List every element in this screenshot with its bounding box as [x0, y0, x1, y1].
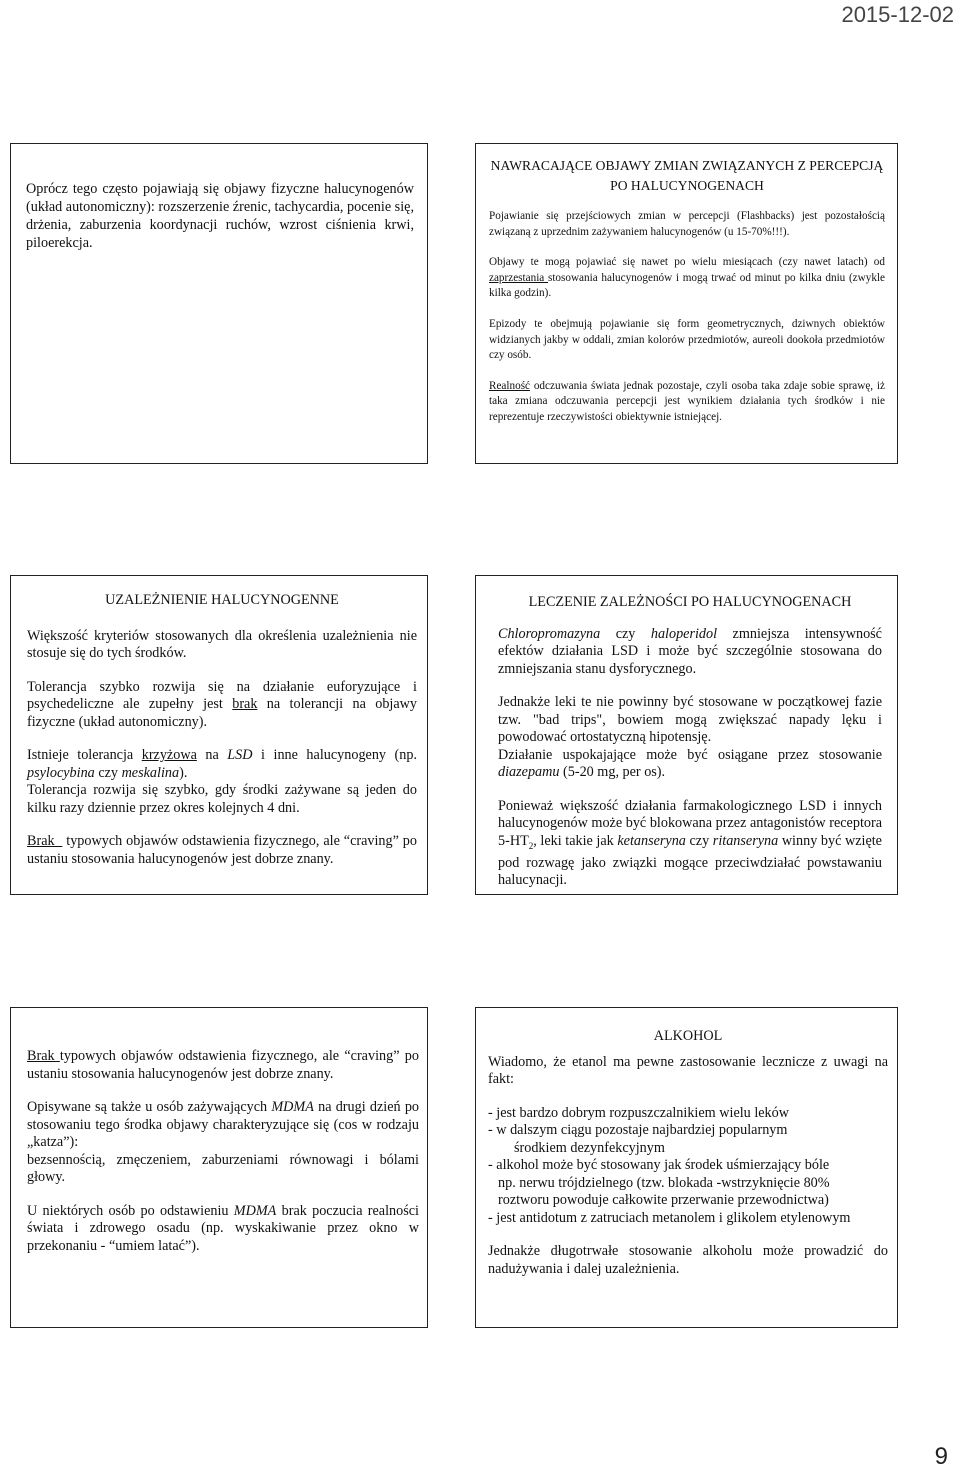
slide4-paragraph-2: Jednakże leki te nie powinny być stosowane w początkowej fazie tzw. "bad trips", bowiem mogą zwiększać napady lęku i powodować ortostatyczną hipotensję. [498, 694, 882, 745]
page-number: 9 [934, 1443, 948, 1470]
slide5-paragraph-1: Brak typowych objawów odstawienia fizycznego, ale “craving” po ustaniu stosowania halucynogenów jest dobrze znany. [27, 1048, 419, 1082]
slide3-title: UZALEŻNIENIE HALUCYNOGENNE [105, 592, 339, 608]
slide3-paragraph-4: Tolerancja rozwija się szybko, gdy środki zażywane są jeden do kilku razy dziennie przez okres kolejnych 4 dni. [27, 782, 417, 816]
list-item: - jest bardzo dobrym rozpuszczalnikiem wielu leków [488, 1104, 789, 1121]
slide-alcohol [475, 1007, 898, 1328]
slide6-outro: Jednakże długotrwałe stosowanie alkoholu może prowadzić do nadużywania i dalej uzależnienia. [488, 1243, 888, 1277]
list-item: roztworu powoduje całkowite przerwanie przewodnictwa) [498, 1192, 829, 1208]
slide2-paragraph-4: Realność odczuwania świata jednak pozostaje, czyli osoba taka zdaje sobie sprawę, iż taka zmiana odczuwania percepcji jest wynikiem działania tych środków i nie reprezentuje rzeczywistości obiektywnie istniejącej. [489, 379, 885, 423]
list-item: - w dalszym ciągu pozostaje najbardziej popularnym [488, 1122, 788, 1138]
slide3-paragraph-1: Większość kryteriów stosowanych dla określenia uzależnienia nie stosuje się do tych środków. [27, 627, 417, 661]
list-item: np. nerwu trójdzielnego (tzw. blokada -wstrzyknięcie 80% [498, 1174, 830, 1191]
slide5-paragraph-3: U niektórych osób po odstawieniu MDMA brak poczucia realności świata i zdrowego osadu (np. wyskakiwanie przez okno w przekonaniu - “umiem latać”). [27, 1202, 419, 1254]
slide5-paragraph-2b: bezsennością, zmęczeniem, zaburzeniami równowagi i bólami głowy. [27, 1151, 419, 1185]
slide2-paragraph-2: Objawy te mogą pojawiać się nawet po wielu miesiącach (czy nawet latach) od zaprzestania stosowania halucynogenów i mogą trwać od minut po kilka dniu (zwykle kilka godzin). [489, 256, 885, 300]
slide-dependence [10, 575, 428, 895]
list-item: - jest antidotum z zatruciach metanolem i glikolem etylenowym [488, 1209, 851, 1226]
slide6-intro: Wiadomo, że etanol ma pewne zastosowanie lecznicze z uwagi na fakt: [488, 1053, 888, 1087]
date-header: 2015-12-02 [841, 2, 954, 27]
list-item: środkiem dezynfekcyjnym [514, 1139, 665, 1156]
slide2-title: NAWRACAJĄCE OBJAWY ZMIAN ZWIĄZANYCH Z PERCEPCJĄ PO HALUCYNOGENACH [490, 158, 884, 193]
list-item: - alkohol może być stosowany jak środek uśmierzający bóle [488, 1157, 830, 1173]
slide3-paragraph-3: Istnieje tolerancja krzyżowa na LSD i inne halucynogeny (np. psylocybina czy meskalina). [27, 747, 417, 781]
alcohol-uses-list [488, 1105, 888, 1228]
slide4-paragraph-4: Ponieważ większość działania farmakologicznego LSD i innych halucynogenów może być blokowana przez antagonistów receptora $5-HT_2$, leki takie jak ketanseryna czy ritanseryna winny być wzięte pod rozwagę jako związki mogące przeciwdziałać powstawaniu halucynacji. [498, 797, 882, 889]
slide2-paragraph-1: Pojawianie się przejściowych zmian w percepcji (Flashbacks) jest pozostałością związaną z uprzednim zażywaniem halucynogenów (u 15-70%!!!). [489, 210, 885, 238]
slide-withdrawal-mdma [10, 1007, 428, 1328]
slide5-paragraph-2: Opisywane są także u osób zażywających MDMA na drugi dzień po stosowaniu tego środka objawy charakteryzujące się (cos w rodzaju „katza”): [27, 1099, 420, 1150]
slide1-text: Oprócz tego często pojawiają się objawy fizyczne halucynogenów (układ autonomiczny): rozszerzenie źrenic, tachycardia, pocenie się, drżenia, zaburzenia koordynacji ruchów, wzrost ciśnienia krwi, piloerekcja. [26, 181, 414, 251]
slide-flashbacks [475, 143, 898, 464]
slide6-title: ALKOHOL [653, 1028, 723, 1044]
slide2-paragraph-3: Epizody te obejmują pojawianie się form geometrycznych, dziwnych obiektów widzianych jakby w oddali, zmian kolorów przedmiotów, aureoli dookoła przedmiotów czy osób. [489, 317, 885, 362]
slide4-title: LECZENIE ZALEŻNOŚCI PO HALUCYNOGENACH [528, 594, 852, 610]
slide4-paragraph-1: Chloropromazyna czy haloperidol zmniejsza intensywność efektów działania LSD i może być szczególnie stosowana do zmniejszania stanu dysforycznego. [498, 625, 882, 677]
slide-physical-symptoms [10, 143, 428, 464]
slide4-paragraph-3: Działanie uspokajające może być osiągane przez stosowanie diazepamu (5-20 mg, per os). [498, 746, 882, 780]
slide3-paragraph-2: Tolerancja szybko rozwija się na działanie euforyzujące i psychedeliczne ale zupełny jest brak na tolerancji na objawy fizyczne (układ autonomiczny). [27, 678, 417, 730]
slide3-paragraph-5: Brak typowych objawów odstawienia fizycznego, ale “craving” po ustaniu stosowania halucynogenów jest dobrze znany. [27, 833, 417, 867]
slide-treatment [475, 575, 898, 895]
